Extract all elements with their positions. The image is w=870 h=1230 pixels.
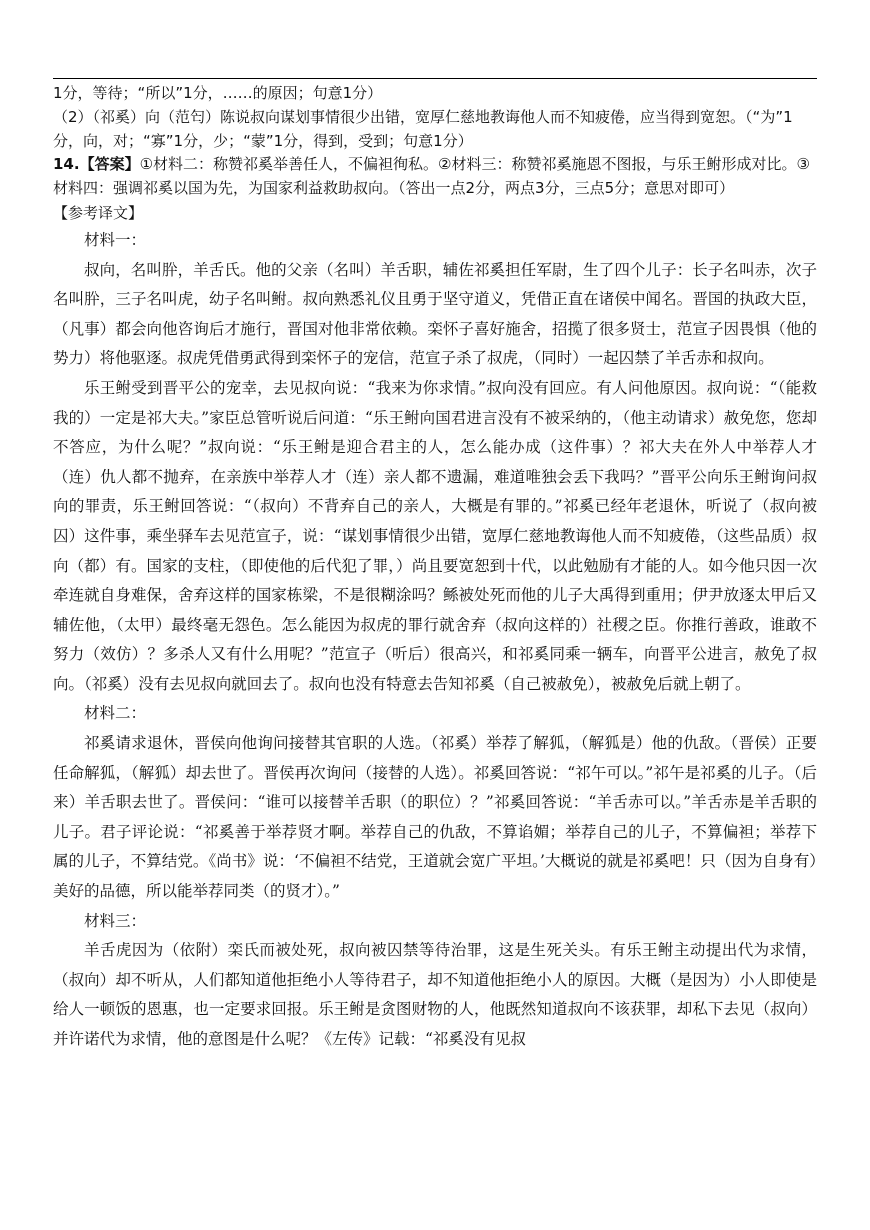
reference-translation-title: 【参考译文】: [53, 203, 144, 222]
answer-13-part2: （2）（祁奚）向（范匄）陈说叔向谋划事情很少出错，宽厚仁慈地教诲他人而不知疲倦，应当得到宽恕。（“为”1分，向，对；“寡”1分，少；“蒙”1分，得到，受到；句意1分）: [53, 107, 793, 150]
material2-heading: 材料二：: [84, 704, 147, 723]
answer-14-text: ①材料二：称赞祁奚举善任人，不偏袒徇私。②材料三：称赞祁奚施恩不图报，与乐王鲋形成对比。③材料四：强调祁奚以国为先，为国家利益救助叔向。（答出一点2分，两点3分，三点5分；意思对即可）: [53, 155, 810, 198]
answer-line-continued: 1分，等待；“所以”1分，……的原因；句意1分）: [53, 84, 383, 102]
document-page: [53, 82, 817, 1055]
top-divider: [53, 78, 817, 79]
material1-heading: 材料一：: [84, 230, 147, 249]
material3-heading: 材料三：: [84, 911, 147, 930]
material1-paragraph-1: 叔向，名叫肸，羊舌氏。他的父亲（名叫）羊舌职，辅佐祁奚担任军尉，生了四个儿子：长子名叫赤，次子名叫肸，三子名叫虎，幼子名叫鲋。叔向熟悉礼仪且勇于坚守道义，凭借正直在诸侯中闻名。晋国的执政大臣，（凡事）都会向他咨询后才施行，晋国对他非常依赖。栾怀子喜好施舍，招揽了很多贤士，范宣子因畏惧（他的势力）将他驱逐。叔虎凭借勇武得到栾怀子的宠信，范宣子杀了叔虎，（同时）一起囚禁了羊舌赤和叔向。: [53, 260, 817, 368]
answer-14-label: 14.【答案】: [53, 155, 140, 174]
material1-paragraph-2: 乐王鲋受到晋平公的宠幸，去见叔向说：“我来为你求情。”叔向没有回应。有人问他原因。叔向说：“（能救我的）一定是祁大夫。”家臣总管听说后问道：“乐王鲋向国君进言没有不被采纳的，（他主动请求）赦免您，您却不答应，为什么呢？”叔向说：“乐王鲋是迎合君主的人，怎么能办成（这件事）？祁大夫在外人中举荐人才（连）仇人都不抛弃，在亲族中举荐人才（连）亲人都不遗漏，难道唯独会丢下我吗？”晋平公向乐王鲋询问叔向的罪责，乐王鲋回答说：“（叔向）不背弃自己的亲人，大概是有罪的。”祁奚已经年老退休，听说了（叔向被囚）这件事，乘坐驿车去见范宣子，说：“谋划事情很少出错，宽厚仁慈地教诲他人而不知疲倦，（这些品质）叔向（都）有。国家的支柱，（即使他的后代犯了罪，）尚且要宽恕到十代，以此勉励有才能的人。如今他只因一次牵连就自身难保，舍弃这样的国家栋梁，不是很糊涂吗？鲧被处死而他的儿子大禹得到重用；伊尹放逐太甲后又辅佐他，（太甲）最终毫无怨色。怎么能因为叔虎的罪行就舍弃（叔向这样的）社稷之臣。你推行善政，谁敢不努力（效仿）？多杀人又有什么用呢？”范宣子（听后）很高兴，和祁奚同乘一辆车，向晋平公进言，赦免了叔向。（祁奚）没有去见叔向就回去了。叔向也没有特意去告知祁奚（自己被赦免），被赦免后就上朝了。: [53, 378, 817, 693]
material2-paragraph: 祁奚请求退休，晋侯向他询问接替其官职的人选。（祁奚）举荐了解狐，（解狐是）他的仇敌。（晋侯）正要任命解狐，（解狐）却去世了。晋侯再次询问（接替的人选）。祁奚回答说：“祁午可以。”祁午是祁奚的儿子。（后来）羊舌职去世了。晋侯问：“谁可以接替羊舌职（的职位）？”祁奚回答说：“羊舌赤可以。”羊舌赤是羊舌职的儿子。君子评论说：“祁奚善于举荐贤才啊。举荐自己的仇敌，不算谄媚；举荐自己的儿子，不算偏袒；举荐下属的儿子，不算结党。《尚书》说：‘不偏袒不结党，王道就会宽广平坦。’大概说的就是祁奚吧！只（因为自身有）美好的品德，所以能举荐同类（的贤才）。”: [53, 734, 817, 901]
answer-14: [53, 153, 817, 201]
material3-paragraph: 羊舌虎因为（依附）栾氏而被处死，叔向被囚禁等待治罪，这是生死关头。有乐王鲋主动提出代为求情，（叔向）却不听从，人们都知道他拒绝小人等待君子，却不知道他拒绝小人的原因。大概（是因为）小人即使是给人一顿饭的恩惠，也一定要求回报。乐王鲋是贪图财物的人，他既然知道叔向不该获罪，却私下去见（叔向）并许诺代为求情，他的意图是什么呢？《左传》记载：“祁奚没有见叔: [53, 941, 817, 1049]
